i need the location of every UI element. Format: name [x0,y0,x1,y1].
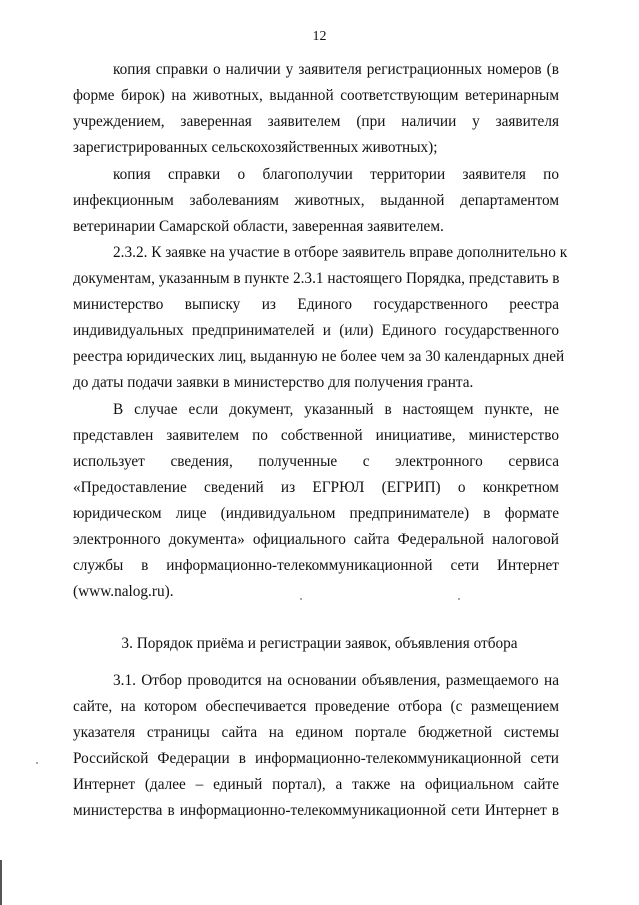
paragraph-4-line-8: (www.nalog.ru). [73,583,174,600]
paragraph-4-line-6: электронного документа» официального сайта Федеральной налоговой [73,531,559,548]
paragraph-1-line-2: форме бирок) на животных, выданной соответствующим ветеринарным [73,87,559,104]
paragraph-3-line-2: документам, указанным в пункте 2.3.1 настоящего Порядка, представить в [73,270,560,287]
paragraph-4-line-3: использует сведения, полученные с электронного сервиса [73,453,559,470]
paragraph-5-line-3: указателя страницы сайта на едином портале бюджетной системы [73,724,559,741]
paragraph-4-line-5: юридическом лице (индивидуальном предпринимателе) в формате [73,505,559,522]
paragraph-1-line-1: копия справки о наличии у заявителя регистрационных номеров (в [113,61,559,78]
paragraph-3-line-3: министерство выписку из Единого государственного реестра [73,296,559,313]
scan-edge-mark [0,860,2,905]
paragraph-5-line-4: Российской Федерации в информационно-телекоммуникационной сети [73,750,559,767]
paragraph-5-line-6: министерства в информационно-телекоммуникационной сети Интернет в [73,802,559,819]
paragraph-2-line-2: инфекционным заболеваниям животных, выданной департаментом [73,192,559,209]
paragraph-2-line-3: ветеринарии Самарской области, заверенная заявителем. [73,218,444,235]
paragraph-3-line-4: индивидуальных предпринимателей и (или) Единого государственного [73,322,559,339]
paragraph-4-line-1: В случае если документ, указанный в настоящем пункте, не [113,401,559,418]
scan-speck [458,598,460,600]
scan-speck [36,762,38,764]
paragraph-3-line-6: до даты подачи заявки в министерство для получения гранта. [73,374,474,391]
page-number: 12 [312,29,327,44]
paragraph-4-line-4: «Предоставление сведений из ЕГРЮЛ (ЕГРИП) о конкретном [73,479,559,496]
paragraph-3-line-5: реестра юридических лиц, выданную не более чем за 30 календарных дней [73,348,565,365]
scan-speck [300,598,302,600]
paragraph-5-line-1: 3.1. Отбор проводится на основании объявления, размещаемого на [113,672,559,689]
section-heading: 3. Порядок приёма и регистрации заявок, объявления отбора [121,635,518,652]
paragraph-5-line-5: Интернет (далее – единый портал), а также на официальном сайте [73,776,559,793]
paragraph-2-line-1: копия справки о благополучии территории заявителя по [113,166,559,183]
paragraph-1-line-3: учреждением, заверенная заявителем (при наличии у заявителя [73,113,559,130]
paragraph-3-line-1: 2.3.2. К заявке на участие в отборе заявитель вправе дополнительно к [113,244,568,261]
paragraph-4-line-7: службы в информационно-телекоммуникационной сети Интернет [73,557,559,574]
paragraph-4-line-2: представлен заявителем по собственной инициативе, министерство [73,427,559,444]
paragraph-5-line-2: сайте, на котором обеспечивается проведение отбора (с размещением [73,698,559,715]
paragraph-1-line-4: зарегистрированных сельскохозяйственных животных); [73,139,438,156]
